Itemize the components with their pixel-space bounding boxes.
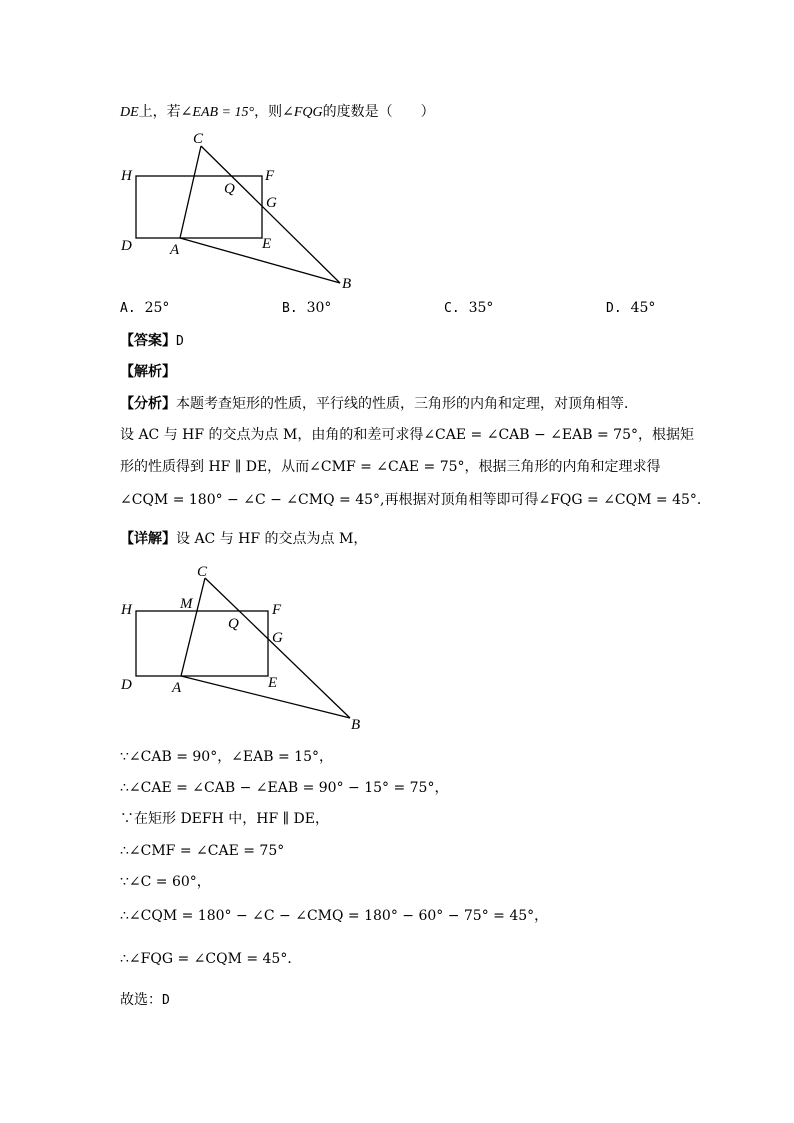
fig1-label-e: E [262,236,272,252]
fig2-label-m: M [180,596,193,612]
step-5: ∵∠C = 60°， [120,874,211,890]
detail-text: 设 AC 与 HF 的交点为点 M， [176,531,368,547]
fig1-label-h: H [121,168,132,184]
fig1-label-q: Q [224,181,235,197]
fenxi-line-4: ∠CQM = 180° − ∠C − ∠CMQ = 45°,再根据对顶角相等即可得∠FQG = ∠CQM = 45°． [120,492,711,508]
fig2-label-c: C [197,564,208,580]
analysis-header: 【解析】 [120,364,176,380]
stem-suffix: 的度数是（ ） [322,104,435,120]
fig2-label-h: H [121,602,132,618]
step-1: ∵∠CAB = 90°，∠EAB = 15°， [120,749,333,765]
option-a: A. 25° [120,300,170,316]
answer-value: D [176,334,184,349]
fenxi-text-1: 本题考查矩形的性质，平行线的性质，三角形的内角和定理，对顶角相等． [176,396,638,412]
fig2-label-a: A [172,680,182,696]
stem-mid: ，则 [254,104,283,120]
step-3: ∵在矩形 DEFH 中，HF ∥ DE， [120,811,330,827]
fenxi-line-3: 形的性质得到 HF ∥ DE，从而∠CMF = ∠CAE = 75°，根据三角形的内角和定理求得 [120,459,661,475]
fig2-label-f: F [272,602,282,618]
stem-segment: DE [120,105,139,120]
fig1-label-b: B [342,276,352,292]
fenxi-line-2: 设 AC 与 HF 的交点为点 M，由角的和差可求得∠CAE = ∠CAB − ∠EAB = 75°，根据矩 [120,427,694,443]
step-2: ∴∠CAE = ∠CAB − ∠EAB = 90° − 15° = 75°， [120,780,449,796]
fig1-label-c: C [193,131,204,147]
fig2-label-b: B [351,717,361,733]
fig2-segment-ac [181,578,205,676]
step-4: ∴∠CMF = ∠CAE = 75° [120,843,285,859]
conclusion-value: D [162,993,170,1008]
fig1-label-d: D [121,238,132,254]
option-b: B. 30° [282,300,332,316]
detail-label: 【详解】 [120,531,176,547]
option-d: D. 45° [606,300,656,316]
stem-target: ∠FQG [282,105,323,120]
conclusion-label: 故选： [120,992,162,1008]
fenxi-label: 【分析】 [120,396,176,412]
stem-prefix: 上，若 [138,104,181,120]
fig2-label-e: E [268,675,278,691]
answer-label: 【答案】 [120,333,176,349]
fig2-segment-cb [205,578,350,718]
fig1-label-a: A [170,242,180,258]
stem-angle: ∠EAB = 15° [180,105,255,120]
fig1-label-f: F [265,168,275,184]
fig2-rectangle [136,611,268,676]
option-c: C. 35° [444,300,494,316]
step-7: ∴∠FQG = ∠CQM = 45°． [120,951,302,967]
fig1-label-g: G [266,195,277,211]
fig2-label-q: Q [228,616,239,632]
conclusion-line [120,991,170,1010]
fig2-segment-ab [181,676,350,718]
fig2-label-d: D [121,677,132,693]
step-6: ∴∠CQM = 180° − ∠C − ∠CMQ = 180° − 60° − 75° = 45°， [120,908,549,924]
fig2-label-g: G [272,630,283,646]
